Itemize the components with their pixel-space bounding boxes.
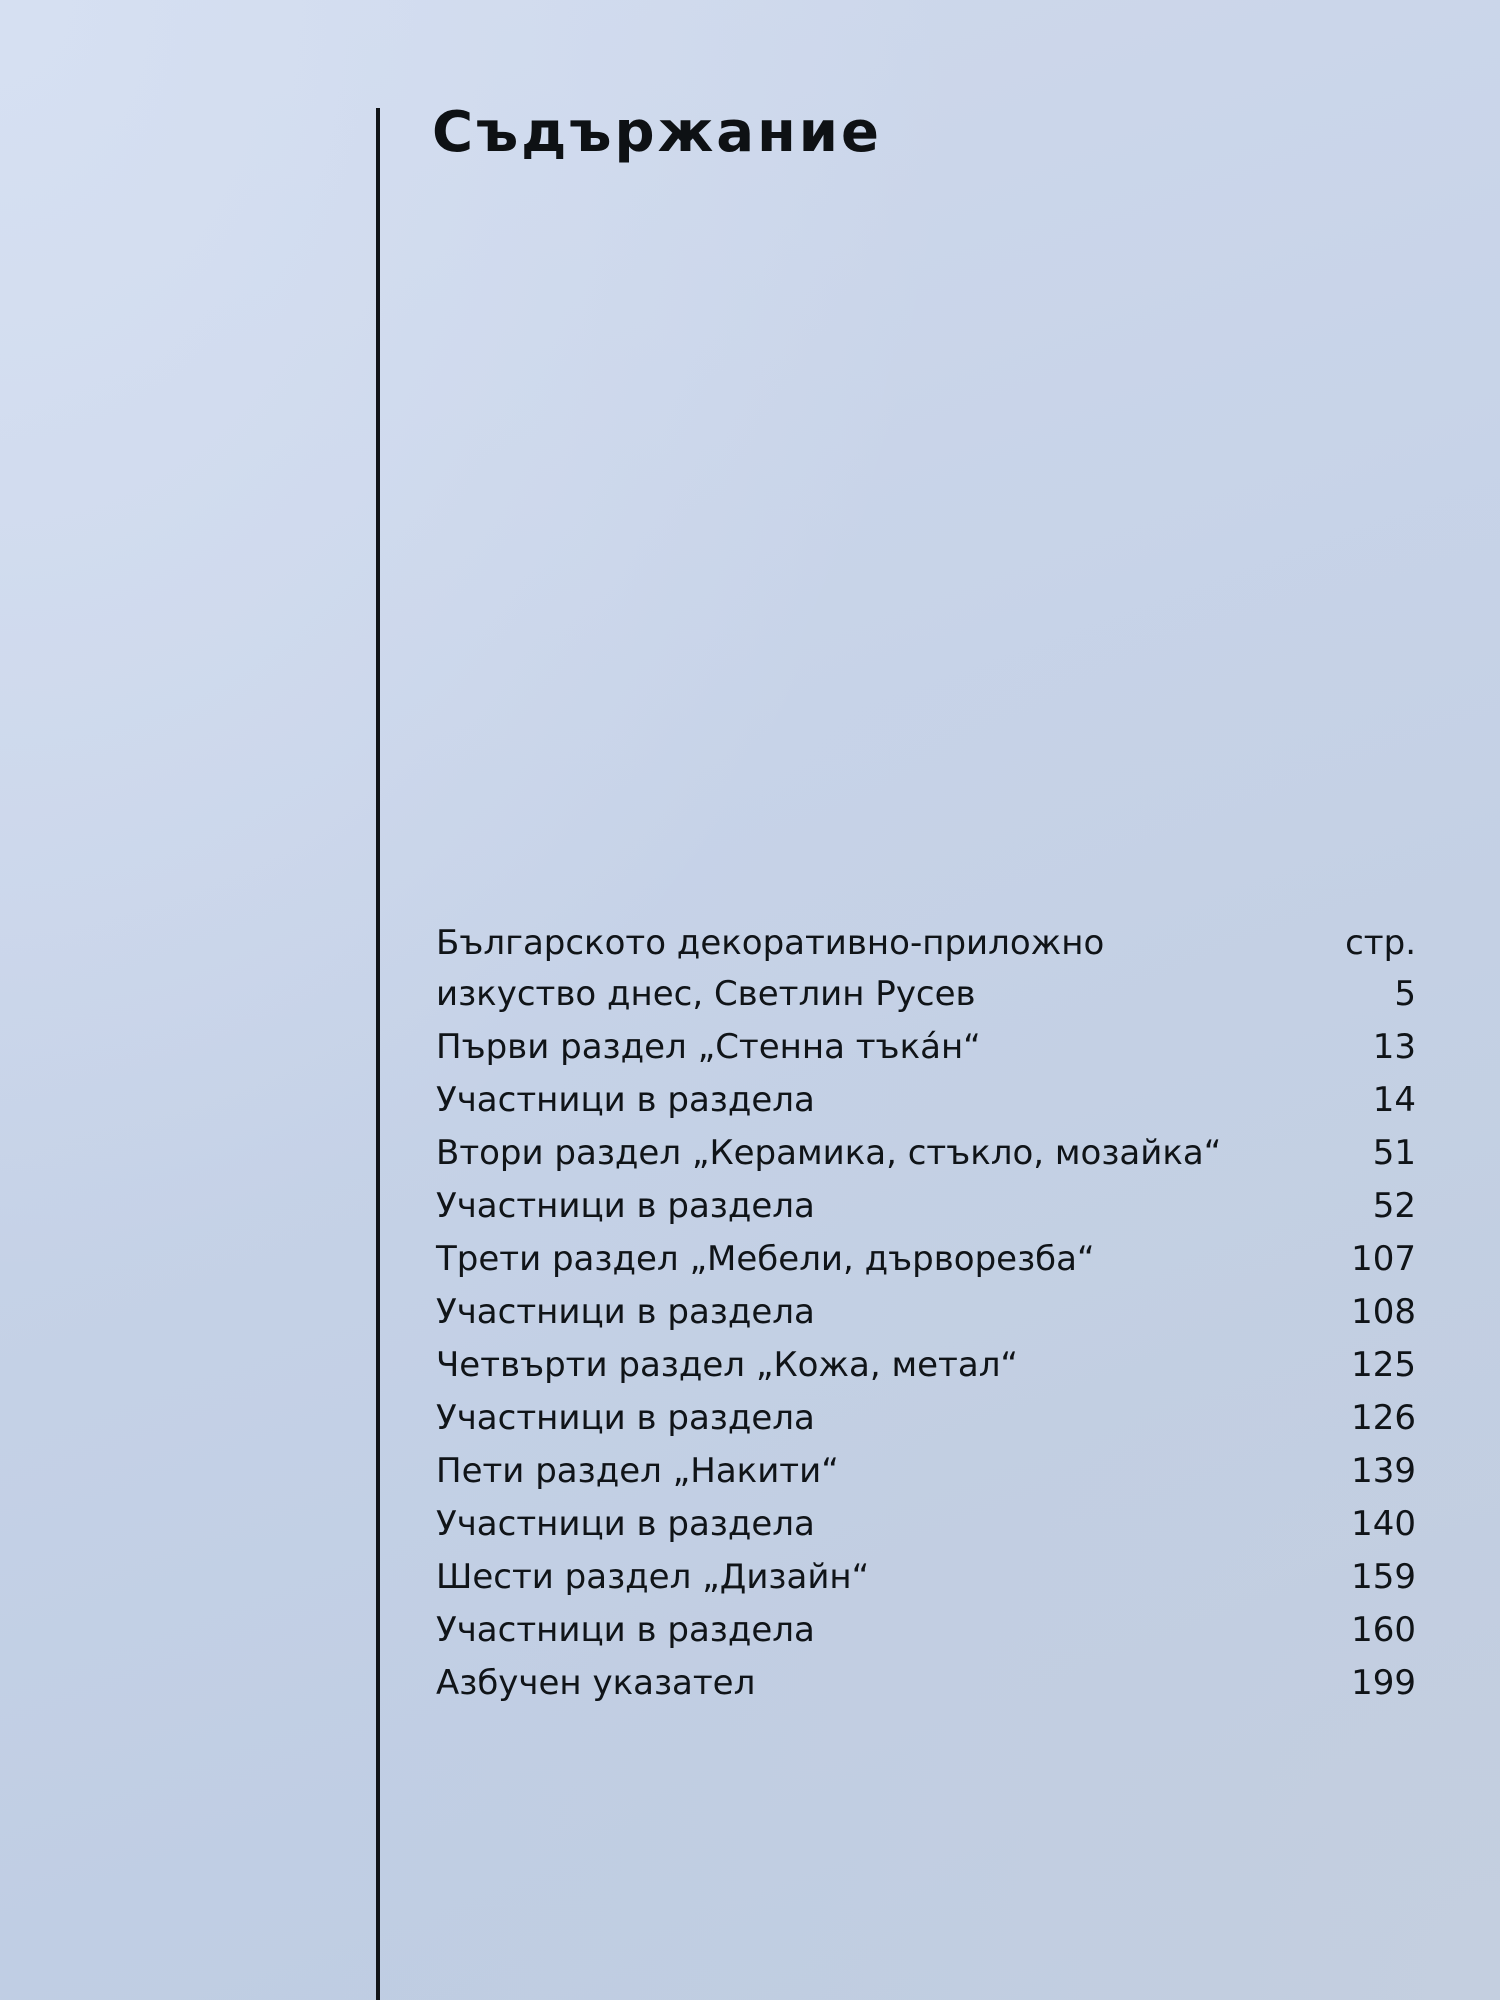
page-column-label: стр. bbox=[1345, 923, 1416, 963]
vertical-rule bbox=[376, 108, 380, 2000]
toc-entry-page: 126 bbox=[1351, 1398, 1416, 1438]
toc-entry-title: Втори раздел „Керамика, стъкло, мозайка“ bbox=[436, 1133, 1222, 1173]
toc-entry bbox=[436, 1021, 1416, 1074]
toc-entry-page: 52 bbox=[1372, 1186, 1416, 1226]
toc-entry bbox=[436, 1604, 1416, 1657]
toc-entry bbox=[436, 1286, 1416, 1339]
toc-entry-title: Първи раздел „Стенна тъка́н“ bbox=[436, 1027, 981, 1067]
toc-entry bbox=[436, 1445, 1416, 1498]
toc-entry-page: 125 bbox=[1351, 1345, 1416, 1385]
table-of-contents bbox=[436, 918, 1416, 1710]
toc-intro-title-line1: Българското декоративно-приложно bbox=[436, 923, 1105, 963]
toc-entry bbox=[436, 1551, 1416, 1604]
toc-entry-title: Шести раздел „Дизайн“ bbox=[436, 1557, 870, 1597]
toc-entry bbox=[436, 1233, 1416, 1286]
toc-entry bbox=[436, 1127, 1416, 1180]
toc-intro-page: 5 bbox=[1394, 974, 1416, 1014]
toc-entry-page: 140 bbox=[1351, 1504, 1416, 1544]
toc-intro-line2 bbox=[436, 968, 1416, 1021]
toc-intro-line1 bbox=[436, 918, 1416, 968]
toc-entry-title: Азбучен указател bbox=[436, 1663, 756, 1703]
toc-entry-title: Участници в раздела bbox=[436, 1292, 815, 1332]
toc-entry bbox=[436, 1074, 1416, 1127]
toc-entry-title: Трети раздел „Мебели, дърворезба“ bbox=[436, 1239, 1095, 1279]
toc-entry-title: Участници в раздела bbox=[436, 1504, 815, 1544]
toc-entry bbox=[436, 1657, 1416, 1710]
toc-entry-page: 13 bbox=[1372, 1027, 1416, 1067]
toc-entry bbox=[436, 1392, 1416, 1445]
toc-entry-title: Участници в раздела bbox=[436, 1080, 815, 1120]
page-title: Съдържание bbox=[432, 100, 882, 165]
toc-entry-page: 199 bbox=[1351, 1663, 1416, 1703]
toc-entry-title: Участници в раздела bbox=[436, 1610, 815, 1650]
toc-entry bbox=[436, 1498, 1416, 1551]
toc-entry bbox=[436, 1339, 1416, 1392]
toc-entry-page: 139 bbox=[1351, 1451, 1416, 1491]
toc-intro-title-line2: изкуство днес, Светлин Русев bbox=[436, 974, 976, 1014]
toc-entry-title: Участници в раздела bbox=[436, 1398, 815, 1438]
toc-entry-title: Участници в раздела bbox=[436, 1186, 815, 1226]
toc-entry-title: Пети раздел „Накити“ bbox=[436, 1451, 839, 1491]
toc-entry-page: 51 bbox=[1372, 1133, 1416, 1173]
toc-entry bbox=[436, 1180, 1416, 1233]
toc-entry-page: 107 bbox=[1351, 1239, 1416, 1279]
toc-entry-page: 14 bbox=[1372, 1080, 1416, 1120]
toc-entry-page: 160 bbox=[1351, 1610, 1416, 1650]
toc-entry-title: Четвърти раздел „Кожа, метал“ bbox=[436, 1345, 1019, 1385]
toc-entry-page: 159 bbox=[1351, 1557, 1416, 1597]
toc-entry-page: 108 bbox=[1351, 1292, 1416, 1332]
